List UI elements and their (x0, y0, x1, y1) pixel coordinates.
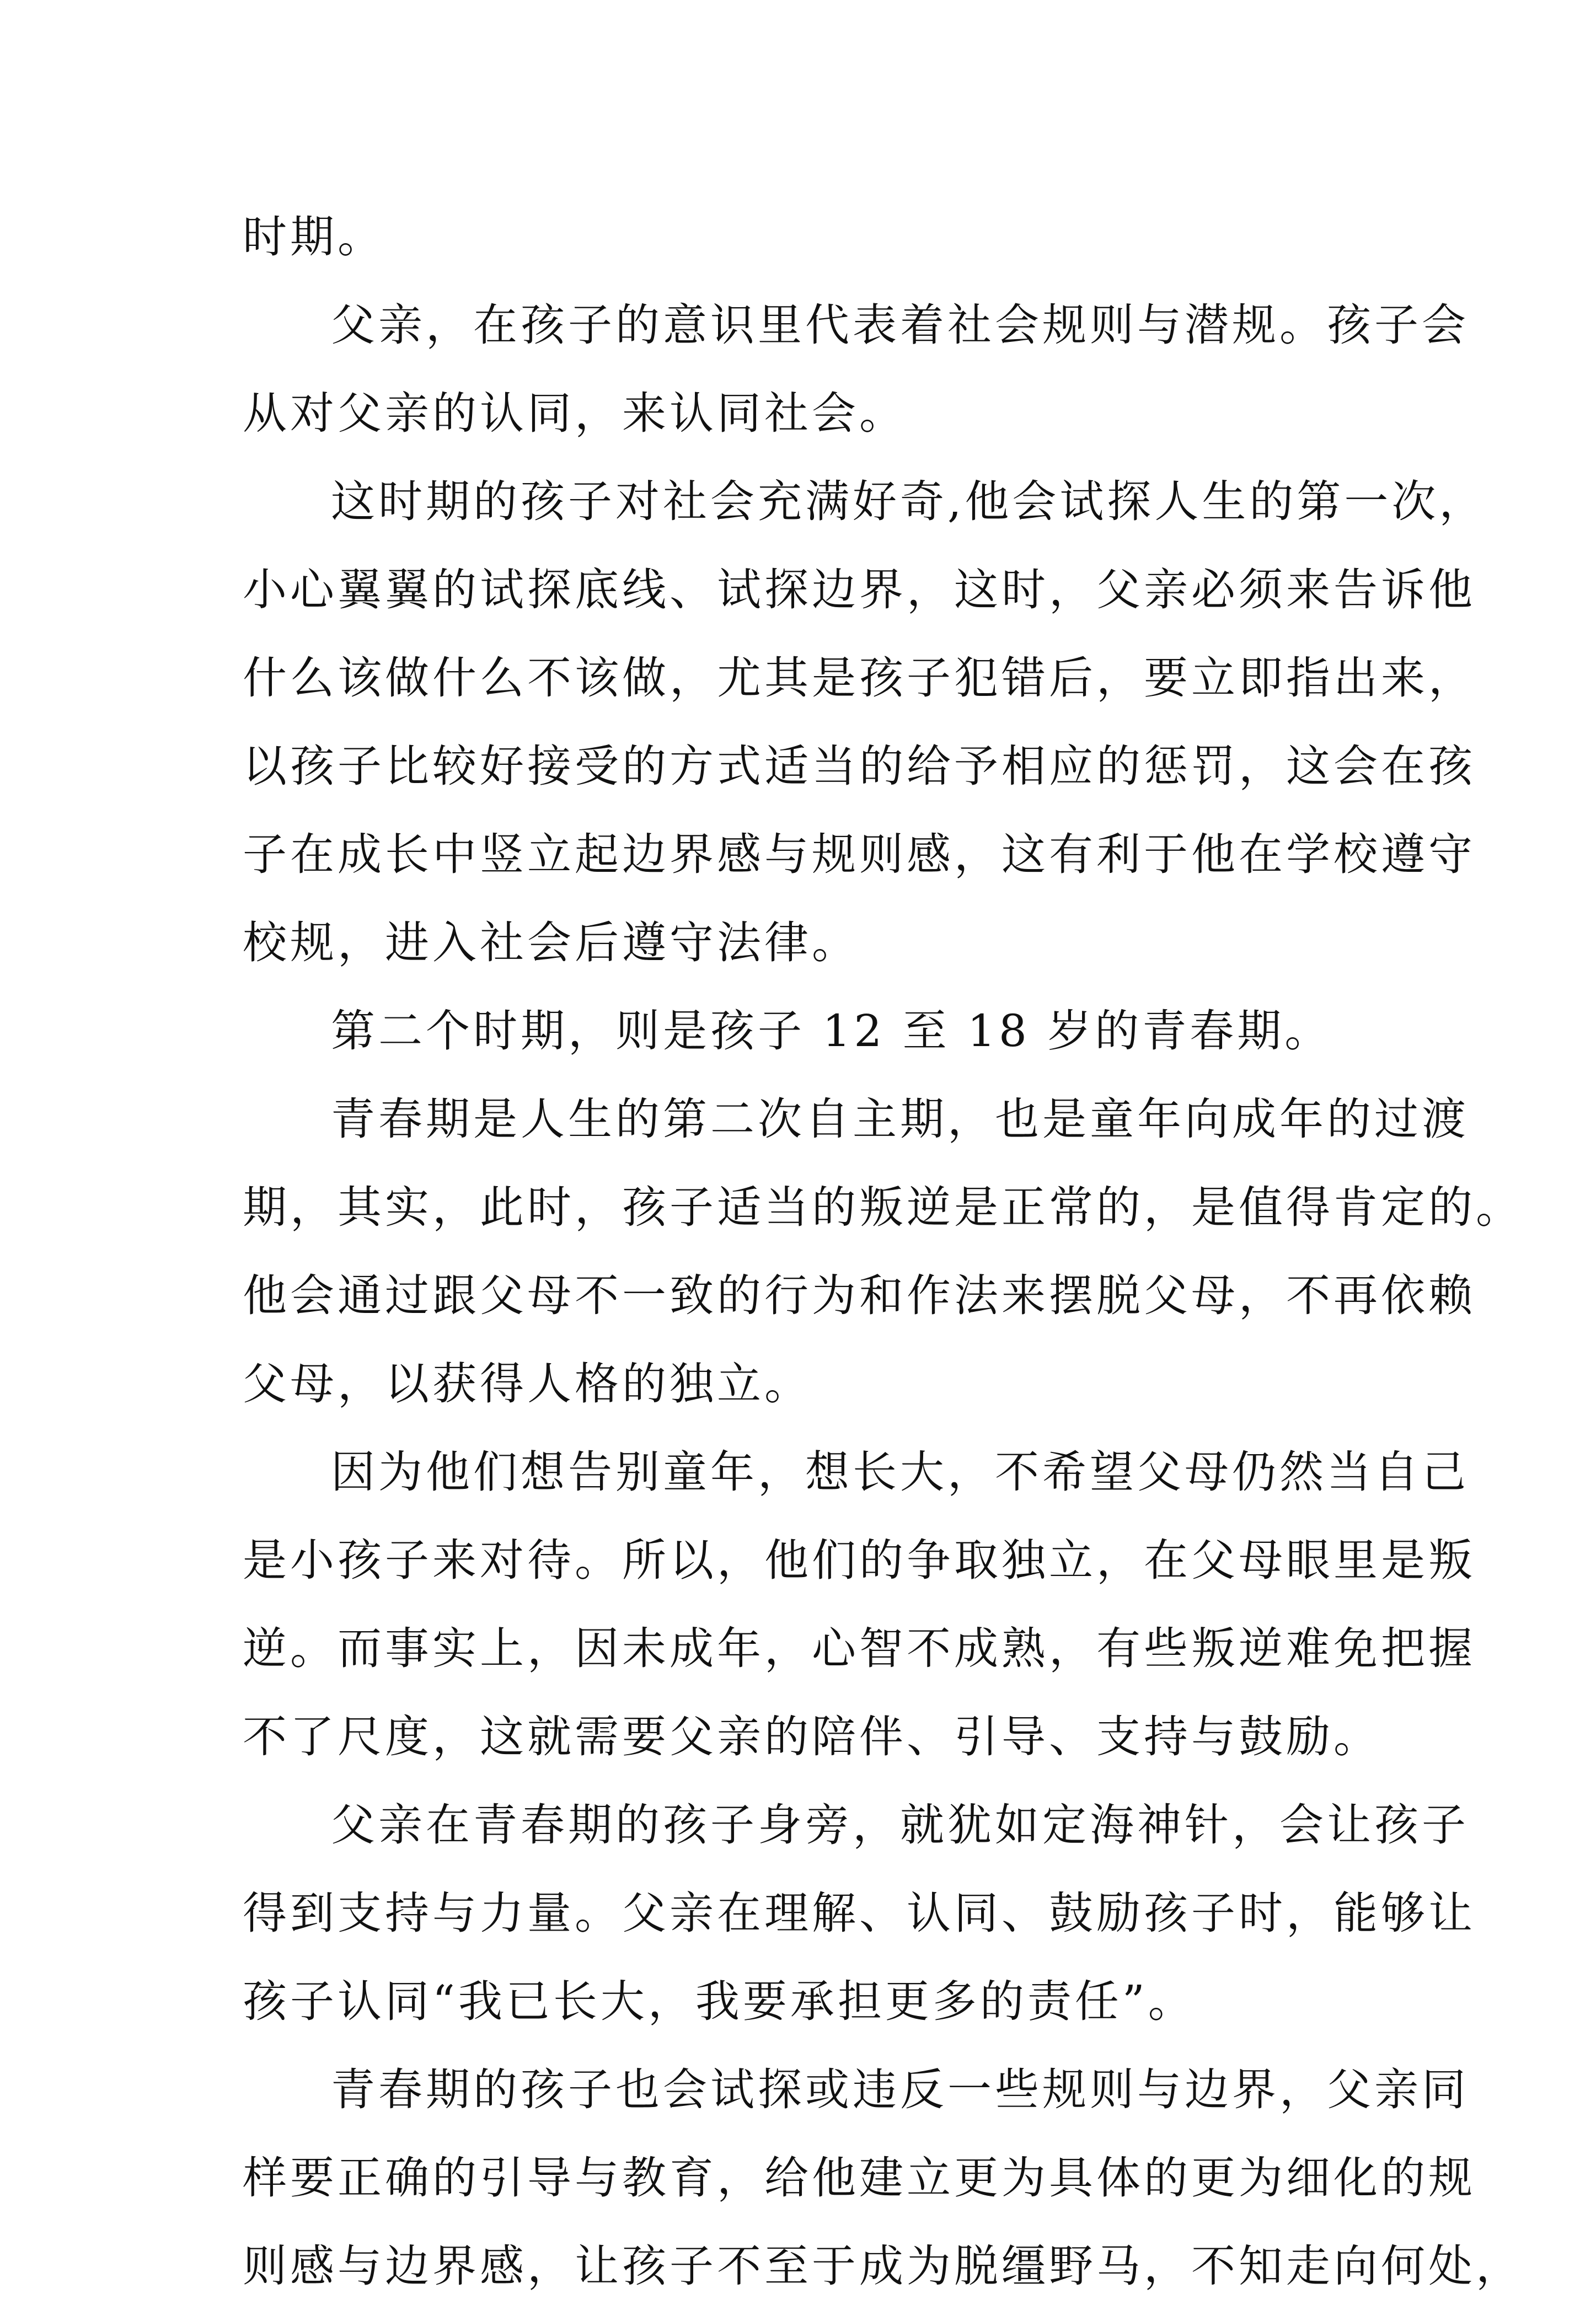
text-line: 得到支持与力量。父亲在理解、认同、鼓励孩子时，能够让 (243, 1888, 1476, 1939)
text-line: 孩子认同“我已长大，我要承担更多的责任”。 (243, 1976, 1196, 2027)
text-line: 子在成长中竖立起边界感与规则感，这有利于他在学校遵守 (243, 829, 1476, 880)
text-line: 第二个时期，则是孩子 12 至 18 岁的青春期。 (331, 1005, 1332, 1057)
text-line: 是小孩子来对待。所以，他们的争取独立，在父母眼里是叛 (243, 1535, 1476, 1586)
text-line: 因为他们想告别童年，想长大，不希望父母仍然当自己 (331, 1446, 1469, 1498)
text-line: 青春期的孩子也会试探或违反一些规则与边界，父亲同 (331, 2064, 1469, 2115)
text-line: 父母，以获得人格的独立。 (243, 1358, 812, 1409)
text-line: 逆。而事实上，因未成年，心智不成熟，有些叛逆难免把握 (243, 1623, 1476, 1674)
text-line: 则感与边界感，让孩子不至于成为脱缰野马，不知走向何处， (243, 2240, 1523, 2292)
text-line: 父亲在青春期的孩子身旁，就犹如定海神针，会让孩子 (331, 1799, 1469, 1851)
text-line: 小心翼翼的试探底线、试探边界，这时，父亲必须来告诉他 (243, 564, 1476, 615)
text-line: 这时期的孩子对社会充满好奇,他会试探人生的第一次， (331, 476, 1487, 527)
text-line: 期，其实，此时，孩子适当的叛逆是正常的，是值得肯定的。 (243, 1182, 1523, 1233)
text-line: 样要正确的引导与教育，给他建立更为具体的更为细化的规 (243, 2152, 1476, 2204)
text-line: 从对父亲的认同，来认同社会。 (243, 388, 907, 439)
text-line: 什么该做什么不该做，尤其是孩子犯错后，要立即指出来， (243, 652, 1476, 704)
text-line: 校规，进入社会后遵守法律。 (243, 917, 859, 968)
text-line: 父亲，在孩子的意识里代表着社会规则与潜规。孩子会 (331, 299, 1469, 351)
text-line: 以孩子比较好接受的方式适当的给予相应的惩罚，这会在孩 (243, 741, 1476, 792)
text-line: 时期。 (243, 211, 385, 262)
text-line: 不了尺度，这就需要父亲的陪伴、引导、支持与鼓励。 (243, 1711, 1381, 1762)
text-line: 他会通过跟父母不一致的行为和作法来摆脱父母，不再依赖 (243, 1270, 1476, 1321)
text-line: 青春期是人生的第二次自主期，也是童年向成年的过渡 (331, 1093, 1469, 1145)
